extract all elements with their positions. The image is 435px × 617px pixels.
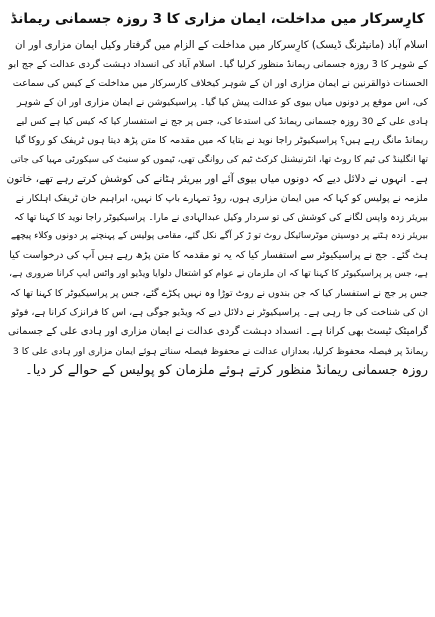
article-line: کی، اس موقع پر دونوں میاں بیوی کو عدالت پیش کیا گیا۔ پراسیکیوشن نے ایمان مزاری اور ان کے شوہر [17,97,428,109]
article-line: ہے۔ انہوں نے دلائل دیے کہ دونوں میاں بیوی آئے اور بیریئر ہٹانے کی کوشش کرتے رہے تھے، خاتون [7,172,428,185]
article-line: الحسنات ذوالقرنین نے ایمان مزاری اور ان کے شوہر کیخلاف کارسرکار میں مداخلت کے کیس کی سماعت [12,78,428,90]
article-line: ہے، جس پر پراسیکیوٹر کا کہنا تھا کہ ان ملزمان نے عوام کو اشتعال دلوایا ویڈیو اور واٹس ایپ کرانا ضروری ہے، [9,269,428,280]
article-line: گرامیٹک ٹیسٹ بھی کرانا ہے۔ انسداد دہشت گردی عدالت نے ایمان مزاری اور ہادی علی کے جسمانی [7,326,428,338]
article-line: بیریئر زدہ ہٹنے پر دوسیتن موٹرسائیکل روٹ تو ڑ کر آگے نکل گئے، مقامی پولیس کے پہنچنے پر دونوں وکلاء پیچھے [10,230,428,241]
article-line: بیریئر زدہ واپس لگانے کی کوشش کی تو سردار وکیل عبدالہادی نے مارا۔ پراسیکیوٹر راجا نوید کا کہنا تھا کہ [14,211,428,223]
article-line: ہادی علی کے 30 روزہ جسمانی ریمانڈ کی استدعا کی، جس پر جج نے استفسار کیا کہ کیس کیا ہے کس لیے [16,116,428,128]
article-line: تھا انگلینڈ کی ٹیم کا روٹ تھا، انٹرنیشنل کرکٹ ٹیم کی روانگی تھی، ٹیموں کو سنیٹ کی سیکورٹی مہیا کی جاتی [10,154,428,165]
article-line: ریمانڈ مانگ رہے ہیں؟ پراسیکیوٹر راجا نوید نے بتایا کہ میں مقدمہ کا متن پڑھ دیتا ہوں ٹریفک کو روکا گیا [15,135,428,147]
article-line: ریمانڈ پر فیصلہ محفوظ کرلیا، بعدازاں عدالت نے محفوظ فیصلہ سناتے ہوئے ایمان مزاری اور ہادی علی کا 3 [12,345,428,357]
article-line: جس پر جج نے استفسار کیا کہ جن بندوں نے روٹ توڑا وہ نہیں پکڑے گئے، جس پر پراسیکیوٹر کا کہنا تھا کہ [10,288,428,300]
article-line: کے شوہر کا 3 روزہ جسمانی ریمانڈ منظور کرلیا گیا۔ اسلام آباد کی انسداد دہشت گردی عدالت کے جج ابو [8,59,428,71]
article-line: ملزمہ نے پولیس کو کہا کہ میں ایمان مزاری ہوں، روڈ تمہارے باپ کا نہیں، ابراہیم خان ٹریفک اہلکار نے [15,192,428,204]
headline: کارِسرکار میں مداخلت، ایمان مزاری کا 3 روزہ جسمانی ریمانڈ [10,11,425,27]
article-line: اسلام آباد (مانیٹرنگ ڈیسک) کارِسرکار میں مداخلت کے الزام میں گرفتار وکیل ایمان مزاری اور ان [14,39,428,51]
article-line: ان کی شناخت کی جا رہی ہے۔ پراسیکیوٹر نے دلائل دیے کہ ویڈیو جوگی ہے، اس کا فرانزک کرانا ہے، فوٹو [11,307,428,319]
article-body [7,36,428,380]
article-line: روزہ جسمانی ریمانڈ منظور کرتے ہوئے ملزمان کو پولیس کے حوالے کر دیا۔ [25,362,428,378]
article-line: ہٹ گئے۔ جج نے پراسیکیوٹر سے استفسار کیا کہ یہ تو مقدمہ کا متن پڑھ رہے ہیں آپ کی درخواست کیا [9,250,428,262]
